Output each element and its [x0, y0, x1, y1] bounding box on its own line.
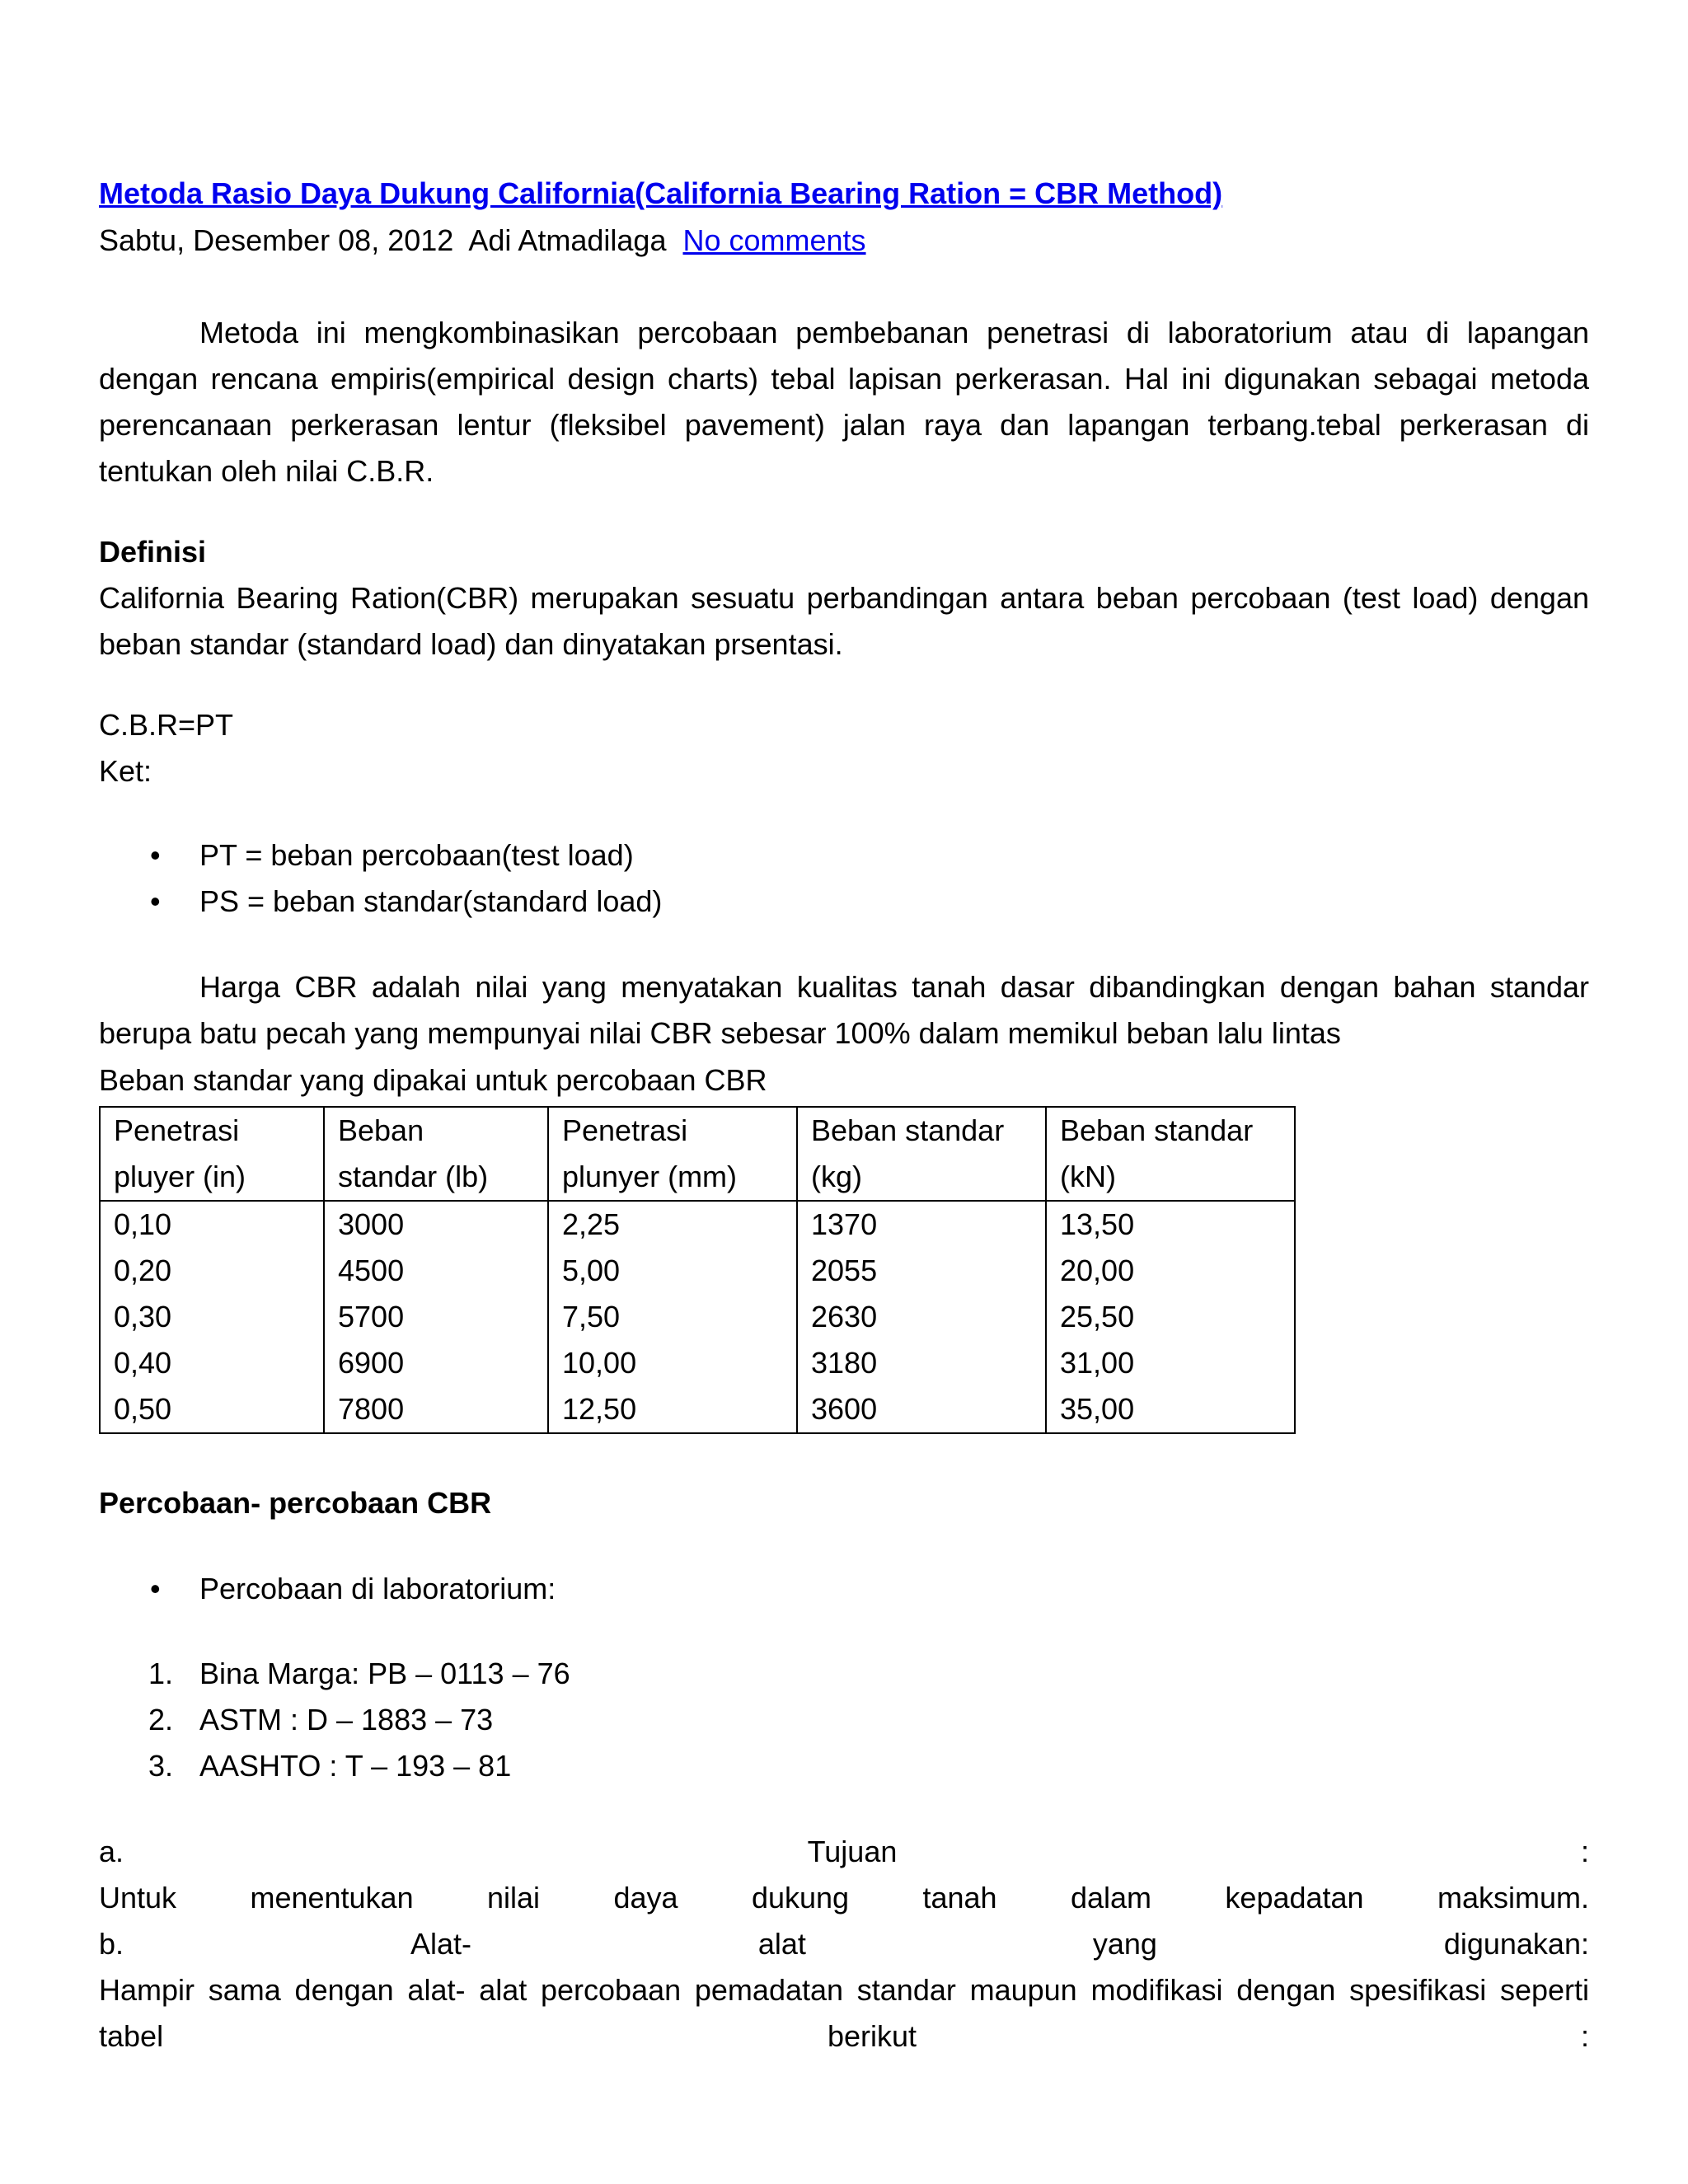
alat-text-line: Hampir sama dengan alat- alat percobaan pemadatan standar maupun modifikasi dengan spesifikasi seperti [99, 1973, 1589, 2007]
cbr-standard-table [99, 1106, 1296, 1434]
bullet-icon: • [150, 838, 161, 872]
alat-line: b. Alat- alat yang digunakan: [99, 1927, 1589, 1961]
definisi-text: California Bearing Ration(CBR) merupakan sesuatu perbandingan antara beban percobaan (test load) dengan beban standar (standard load) dan dinyatakan prsentasi. [99, 581, 1589, 661]
table-header-cell: Penetrasi pluyer (in) [100, 1107, 324, 1201]
table-row: 0,50 7800 12,50 3600 35,00 [100, 1386, 1295, 1433]
bullet-icon: • [150, 1572, 161, 1605]
percobaan-heading: Percobaan- percobaan CBR [99, 1486, 492, 1520]
post-meta [99, 218, 1589, 264]
tujuan-text-line: Untuk menentukan nilai daya dukung tanah dalam kepadatan maksimum. [99, 1881, 1589, 1915]
table-caption: Beban standar yang dipakai untuk percobaan CBR [99, 1063, 767, 1097]
table-row: 0,10 3000 2,25 1370 13,50 [100, 1201, 1295, 1248]
document-page: Metoda Rasio Daya Dukung California(California Bearing Ration = CBR Method) Sabtu, Desember 08, 2012 Adi Atmadilaga No comments Metoda ini mengkombinasikan percobaan pembebanan penetrasi di laboratorium atau di lapangan dengan rencana empiris(empirical design charts) tebal lapisan perkerasan. Hal ini digunakan sebagai metoda perencanaan perkerasan lentur (fleksibel pavement) jalan raya dan lapangan terbang.tebal perkerasan di tentukan oleh nilai C.B.R. Definisi California Bearing Ration(CBR) merupakan sesuatu perbandingan antara beban percobaan (test load) dengan beban standar (standard load) dan dinyatakan prsentasi. C.B.R=PT Ket: • PT = beban percobaan(test load) • PS = beban standar(standard load) Harga CBR adalah nilai yang menyatakan kualitas tanah dasar dibandingkan dengan bahan standar berupa batu pecah yang mempunyai nilai CBR sebesar 100% dalam memikul beban lalu lintas Beban standar yang dipakai untuk percobaan CBR Penetrasi pluyer (in) Beban standar (lb) Penetrasi plunyer (mm) Beban standar (kg) Beban standar (kN) 0,10 3000 2,25 1370 13,50 0,20 4500 5,00 2055 20,00 0,30 5700 7,50 2630 25,50 0,40 6900 10,00 3180 31,00 0,50 7800 12,50 3600 35,00 Percobaan- percobaan CBR • Percobaan di laboratorium: 1. Bina Marga: PB – 0113 – 76 2. ASTM : D – 1883 – 73 3. AASHTO : T – 193 – 81 a. Tujuan : Untuk menentukan nilai daya dukung tanah dalam kepadatan maksimum. b. Alat- alat yang digunakan: Hampir sama dengan alat- alat percobaan pemadatan standar maupun modifikasi dengan spesifikasi seperti tabel berikut : [0, 0, 1688, 2184]
table-header-cell: Penetrasi plunyer (mm) [548, 1107, 797, 1201]
table-row: 0,30 5700 7,50 2630 25,50 [100, 1294, 1295, 1340]
formula-text: C.B.R=PT [99, 708, 234, 742]
table-row: 0,20 4500 5,00 2055 20,00 [100, 1248, 1295, 1294]
harga-paragraph: Harga CBR adalah nilai yang menyatakan kualitas tanah dasar dibandingkan dengan bahan standar berupa batu pecah yang mempunyai nilai CBR sebesar 100% dalam memikul beban lalu lintas [99, 970, 1589, 1050]
table-row: 0,40 6900 10,00 3180 31,00 [100, 1340, 1295, 1386]
post-author: Adi Atmadilaga [468, 223, 667, 257]
post-title-link[interactable]: Metoda Rasio Daya Dukung California(California Bearing Ration = CBR Method) [99, 176, 1223, 210]
ket-label: Ket: [99, 754, 152, 788]
tabel-line: tabel berikut : [99, 2019, 1589, 2053]
table-header-cell: Beban standar (lb) [324, 1107, 548, 1201]
table-header-row [100, 1107, 1295, 1201]
intro-paragraph: Metoda ini mengkombinasikan percobaan pembebanan penetrasi di laboratorium atau di lapangan dengan rencana empiris(empirical design charts) tebal lapisan perkerasan. Hal ini digunakan sebagai metoda perencanaan perkerasan lentur (fleksibel pavement) jalan raya dan lapangan terbang.tebal perkerasan di tentukan oleh nilai C.B.R. [99, 316, 1589, 488]
comments-link[interactable]: No comments [682, 223, 866, 257]
definisi-heading: Definisi [99, 535, 207, 569]
table-header-cell: Beban standar (kg) [797, 1107, 1046, 1201]
table-header-cell: Beban standar (kN) [1046, 1107, 1295, 1201]
tujuan-line: a. Tujuan : [99, 1835, 1589, 1868]
bullet-icon: • [150, 884, 161, 918]
post-date: Sabtu, Desember 08, 2012 [99, 223, 454, 257]
